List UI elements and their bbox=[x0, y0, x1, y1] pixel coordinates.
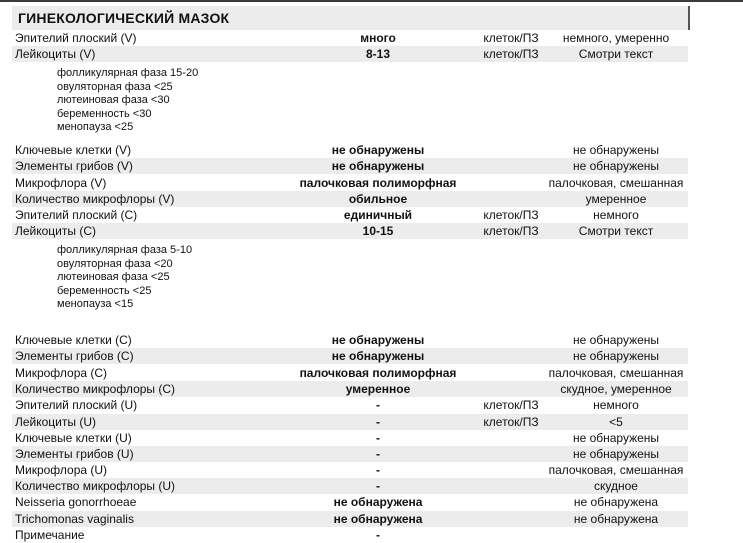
result-row bbox=[12, 430, 688, 446]
result-row bbox=[12, 397, 688, 413]
reference-range: не обнаружены bbox=[572, 159, 660, 173]
test-result: палочковая полиморфная bbox=[299, 366, 457, 380]
result-row bbox=[12, 381, 688, 397]
test-name: Примечание bbox=[15, 528, 85, 542]
note-line: овуляторная фаза <25 bbox=[57, 80, 173, 93]
result-row bbox=[12, 332, 688, 348]
test-result: единичный bbox=[343, 208, 413, 222]
test-name: Микрофлора (U) bbox=[15, 463, 108, 477]
result-row bbox=[12, 30, 688, 46]
test-name: Эпителий плоский (C) bbox=[15, 208, 138, 222]
test-name: Ключевые клетки (V) bbox=[15, 143, 132, 157]
reference-range: не обнаружены bbox=[572, 349, 660, 363]
test-result: не обнаружена bbox=[333, 512, 423, 526]
reference-range: <5 bbox=[609, 415, 623, 429]
test-name: Элементы грибов (C) bbox=[15, 349, 134, 363]
reference-range: Смотри текст bbox=[578, 47, 654, 61]
test-name: Neisseria gonorrhoeae bbox=[15, 495, 137, 509]
test-name: Микрофлора (V) bbox=[15, 176, 107, 190]
test-result: обильное bbox=[348, 192, 408, 206]
note-line: лютеиновая фаза <25 bbox=[57, 271, 170, 283]
reference-range: не обнаружены bbox=[572, 431, 660, 445]
result-row bbox=[12, 414, 688, 430]
result-row bbox=[12, 175, 688, 191]
test-result: - bbox=[376, 431, 380, 445]
note-line: фолликулярная фаза 15-20 bbox=[57, 67, 199, 79]
result-row bbox=[12, 511, 688, 527]
test-result: - bbox=[376, 463, 380, 477]
test-result: не обнаружена bbox=[333, 495, 423, 509]
result-row bbox=[12, 494, 688, 510]
result-row bbox=[12, 158, 688, 174]
test-name: Элементы грибов (U) bbox=[15, 447, 134, 461]
test-result: не обнаружены bbox=[331, 333, 425, 347]
result-row bbox=[12, 46, 688, 62]
test-result: палочковая полиморфная bbox=[299, 176, 457, 190]
result-row bbox=[12, 527, 688, 543]
test-result: не обнаружены bbox=[331, 143, 425, 157]
test-result: не обнаружены bbox=[331, 159, 425, 173]
reference-range: не обнаружены bbox=[572, 143, 660, 157]
note-line: беременность <25 bbox=[57, 284, 152, 297]
reference-range: палочковая, смешанная bbox=[548, 463, 684, 477]
reference-range: немного bbox=[593, 208, 639, 222]
test-result: - bbox=[376, 398, 380, 412]
leukocyte-norms-note bbox=[57, 244, 192, 312]
reference-range: не обнаружена bbox=[573, 495, 659, 509]
test-result: - bbox=[376, 447, 380, 461]
note-line: менопауза <25 bbox=[57, 121, 134, 133]
top-border bbox=[0, 0, 743, 2]
test-unit: клеток/ПЗ bbox=[483, 224, 539, 238]
test-name: Лейкоциты (C) bbox=[15, 224, 96, 238]
result-row bbox=[12, 446, 688, 462]
test-name: Количество микрофлоры (V) bbox=[15, 192, 175, 206]
test-unit: клеток/ПЗ bbox=[483, 208, 539, 222]
note-line: овуляторная фаза <20 bbox=[57, 257, 173, 270]
test-result: не обнаружены bbox=[331, 349, 425, 363]
test-name: Ключевые клетки (U) bbox=[15, 431, 132, 445]
note-line: беременность <30 bbox=[57, 107, 152, 120]
test-unit: клеток/ПЗ bbox=[483, 415, 539, 429]
reference-range: палочковая, смешанная bbox=[548, 176, 684, 190]
test-result: 8-13 bbox=[365, 47, 391, 61]
reference-range: немного bbox=[593, 398, 639, 412]
reference-range: немного, умеренно bbox=[562, 31, 670, 45]
reference-range: не обнаружены bbox=[572, 333, 660, 347]
result-row bbox=[12, 462, 688, 478]
test-result: - bbox=[376, 415, 380, 429]
reference-range: не обнаружена bbox=[573, 512, 659, 526]
test-result: умеренное bbox=[345, 382, 411, 396]
result-row bbox=[12, 348, 688, 364]
result-row bbox=[12, 223, 688, 239]
reference-range: палочковая, смешанная bbox=[548, 366, 684, 380]
note-line: фолликулярная фаза 5-10 bbox=[57, 244, 193, 256]
test-name: Микрофлора (C) bbox=[15, 366, 108, 380]
test-name: Количество микрофлоры (C) bbox=[15, 382, 176, 396]
test-result: - bbox=[376, 528, 380, 542]
report-title: ГИНЕКОЛОГИЧЕСКИЙ МАЗОК bbox=[18, 10, 230, 26]
reference-range: не обнаружены bbox=[572, 447, 660, 461]
result-row bbox=[12, 191, 688, 207]
result-row bbox=[12, 207, 688, 223]
test-result: - bbox=[376, 479, 380, 493]
result-row bbox=[12, 478, 688, 494]
reference-range: скудное bbox=[594, 479, 638, 493]
test-result: много bbox=[360, 31, 396, 45]
leukocyte-norms-note bbox=[57, 67, 198, 135]
reference-range: умеренное bbox=[585, 192, 647, 206]
test-unit: клеток/ПЗ bbox=[483, 47, 539, 61]
test-name: Элементы грибов (V) bbox=[15, 159, 133, 173]
reference-range: Смотри текст bbox=[578, 224, 654, 238]
test-unit: клеток/ПЗ bbox=[483, 31, 539, 45]
test-name: Trichomonas vaginalis bbox=[15, 512, 134, 526]
reference-range: скудное, умеренное bbox=[560, 382, 672, 396]
test-name: Ключевые клетки (C) bbox=[15, 333, 132, 347]
note-line: лютеиновая фаза <30 bbox=[57, 94, 170, 106]
test-unit: клеток/ПЗ bbox=[483, 398, 539, 412]
test-result: 10-15 bbox=[362, 224, 394, 238]
note-line: менопауза <15 bbox=[57, 298, 134, 310]
result-row bbox=[12, 142, 688, 158]
report-header bbox=[12, 6, 690, 30]
test-name: Количество микрофлоры (U) bbox=[15, 479, 176, 493]
test-name: Эпителий плоский (U) bbox=[15, 398, 138, 412]
result-row bbox=[12, 365, 688, 381]
test-name: Лейкоциты (U) bbox=[15, 415, 96, 429]
test-name: Лейкоциты (V) bbox=[15, 47, 96, 61]
test-name: Эпителий плоский (V) bbox=[15, 31, 137, 45]
